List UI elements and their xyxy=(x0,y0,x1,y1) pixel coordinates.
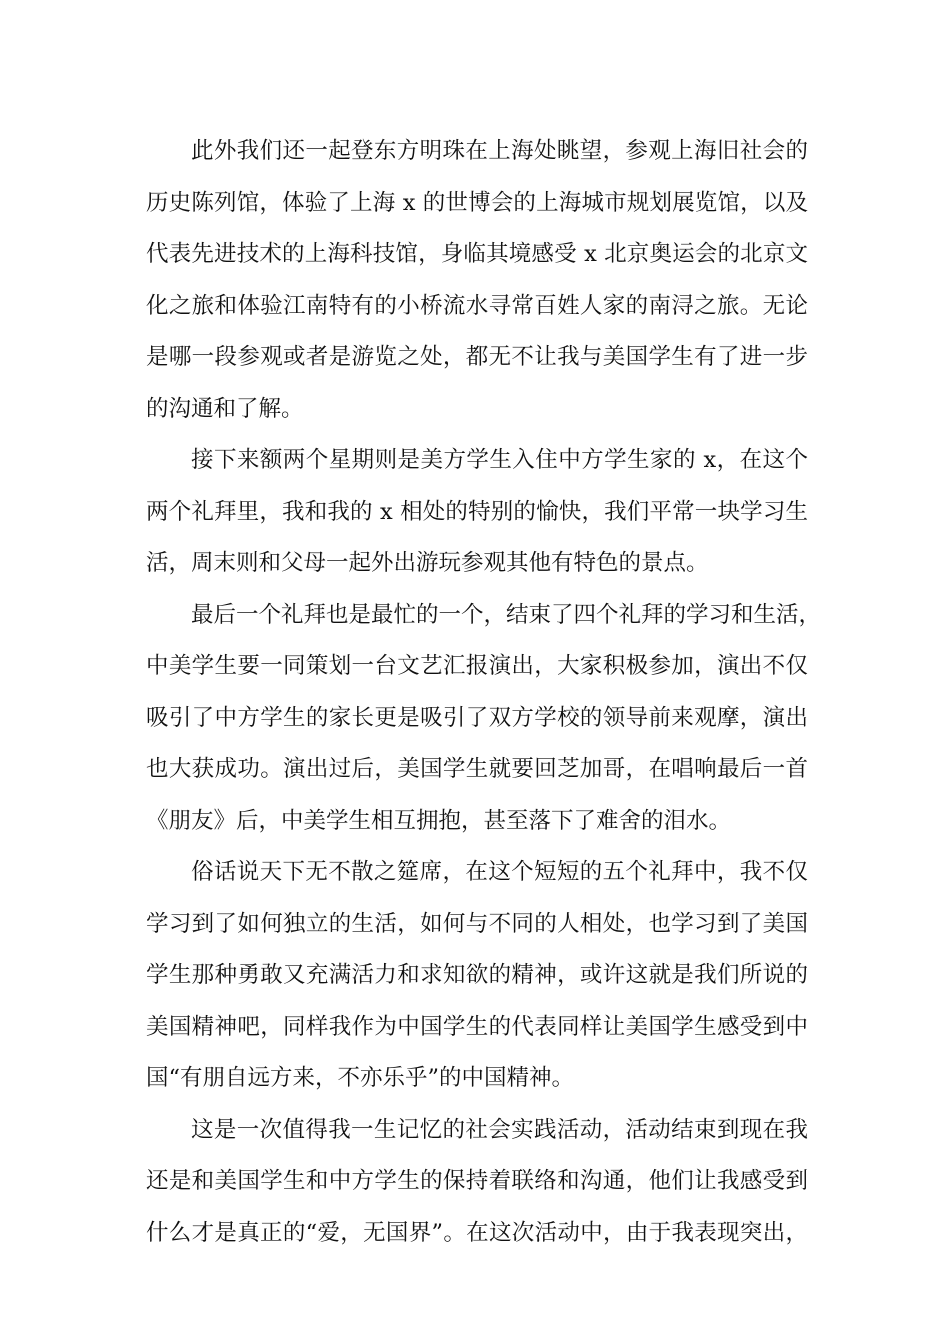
paragraph-line: 这是一次值得我一生记忆的社会实践活动，活动结束到现在我 xyxy=(191,1116,808,1143)
paragraph-line: 历史陈列馆，体验了上海 x 的世博会的上海城市规划展览馆，以及 xyxy=(146,189,808,216)
paragraph-line: 学习到了如何独立的生活，如何与不同的人相处，也学习到了美国 xyxy=(146,910,808,937)
paragraph-line: 还是和美国学生和中方学生的保持着联络和沟通，他们让我感受到 xyxy=(146,1168,808,1194)
body-text xyxy=(146,126,822,1259)
paragraph-line: 是哪一段参观或者是游览之处，都无不让我与美国学生有了进一步 xyxy=(146,344,808,370)
paragraph-line: 最后一个礼拜也是最忙的一个，结束了四个礼拜的学习和生活， xyxy=(191,601,822,628)
paragraph-line: 俗话说天下无不散之筵席，在这个短短的五个礼拜中，我不仅 xyxy=(191,859,808,885)
paragraph-line: 也大获成功。演出过后，美国学生就要回芝加哥，在唱响最后一首 xyxy=(146,756,808,782)
paragraph-line: 学生那种勇敢又充满活力和求知欲的精神，或许这就是我们所说的 xyxy=(146,962,808,988)
paragraph-line: 代表先进技术的上海科技馆，身临其境感受 x 北京奥运会的北京文 xyxy=(146,241,808,267)
paragraph-line: 的沟通和了解。 xyxy=(146,395,304,422)
paragraph-line: 《朋友》后，中美学生相互拥抱，甚至落下了难舍的泪水。 xyxy=(146,807,732,834)
paragraph-line: 化之旅和体验江南特有的小桥流水寻常百姓人家的南浔之旅。无论 xyxy=(146,292,808,319)
paragraph-line: 两个礼拜里，我和我的 x 相处的特别的愉快，我们平常一块学习生 xyxy=(146,498,808,525)
paragraph-line: 活，周末则和父母一起外出游玩参观其他有特色的景点。 xyxy=(146,550,709,576)
paragraph-line: 中美学生要一同策划一台文艺汇报演出，大家积极参加，演出不仅 xyxy=(146,653,808,679)
paragraph-line: 吸引了中方学生的家长更是吸引了双方学校的领导前来观摩，演出 xyxy=(146,704,808,731)
paragraph-line: 美国精神吧，同样我作为中国学生的代表同样让美国学生感受到中 xyxy=(146,1013,808,1040)
paragraph-line: 此外我们还一起登东方明珠在上海处眺望，参观上海旧社会的 xyxy=(191,138,808,164)
paragraph-line: 接下来额两个星期则是美方学生入住中方学生家的 x，在这个 xyxy=(191,447,808,473)
paragraph-line: 国“有朋自远方来，不亦乐乎”的中国精神。 xyxy=(146,1065,575,1091)
paragraph-line: 什么才是真正的“爱，无国界”。在这次活动中，由于我表现突出， xyxy=(146,1219,808,1246)
